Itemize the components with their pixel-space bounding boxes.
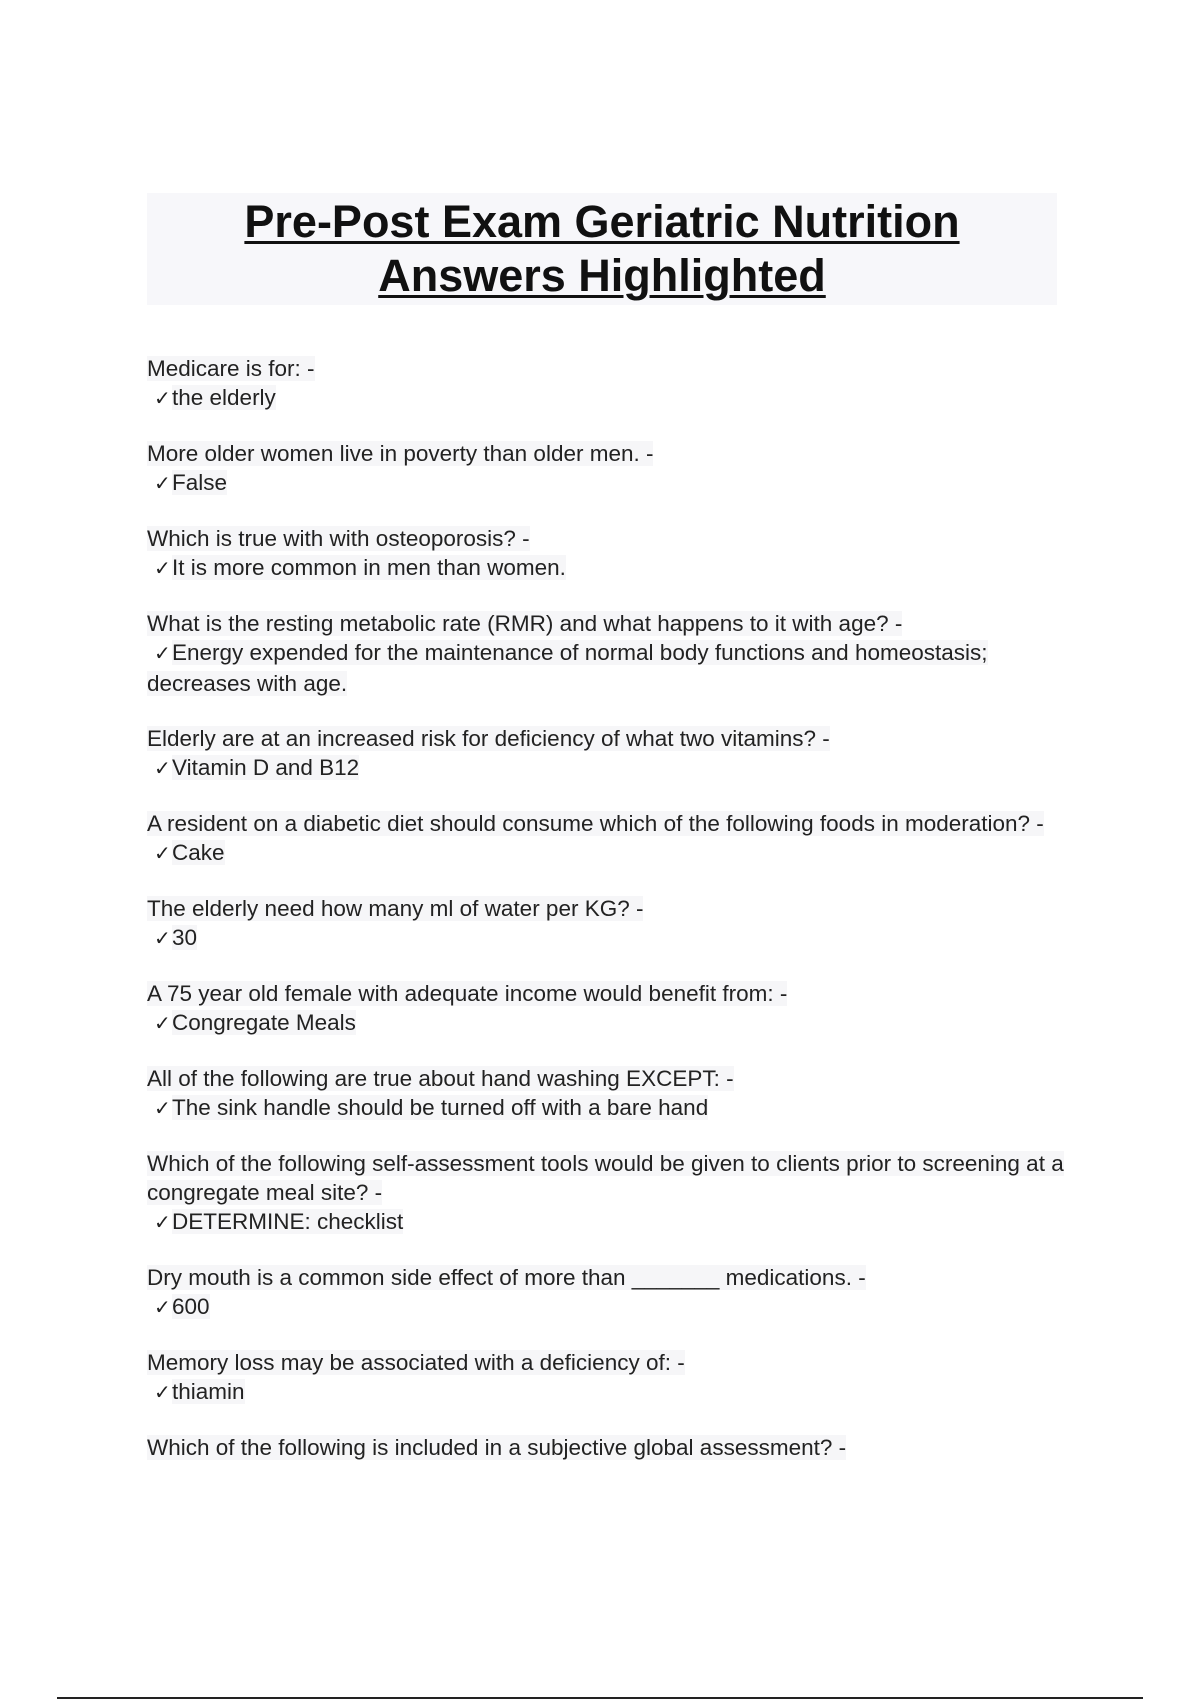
qa-item: [147, 1064, 1077, 1124]
check-mark-icon: ✓: [154, 1297, 171, 1319]
check-mark-icon: ✓: [154, 473, 171, 495]
answer-line: [147, 753, 1077, 784]
answer-line: [147, 638, 1077, 699]
question-text: Elderly are at an increased risk for deficiency of what two vitamins? -: [147, 726, 830, 751]
answer-line: [147, 923, 1077, 954]
question-text: A resident on a diabetic diet should consume which of the following foods in moderation? -: [147, 811, 1044, 836]
qa-item: [147, 894, 1077, 954]
answer-line: [147, 1207, 1077, 1238]
answer-line: [147, 1008, 1077, 1039]
qa-item: [147, 524, 1077, 584]
qa-item: [147, 1348, 1077, 1408]
qa-item: [147, 439, 1077, 499]
qa-item: [147, 354, 1077, 414]
answer-text: thiamin: [172, 1379, 245, 1404]
qa-item: [147, 609, 1077, 699]
answer-text: The sink handle should be turned off with a bare hand: [172, 1095, 709, 1120]
question-text: Memory loss may be associated with a deficiency of: -: [147, 1350, 685, 1375]
question-text: Dry mouth is a common side effect of more than _______ medications. -: [147, 1265, 866, 1290]
check-mark-icon: ✓: [154, 758, 171, 780]
check-mark-icon: ✓: [154, 1382, 171, 1404]
qa-item: [147, 979, 1077, 1039]
answer-text: It is more common in men than women.: [172, 555, 566, 580]
question-list: [147, 354, 1077, 1487]
page-title-line-2: Answers Highlighted: [378, 250, 826, 301]
qa-item: [147, 809, 1077, 869]
answer-line: [147, 1093, 1077, 1124]
answer-text: 30: [172, 925, 198, 950]
question-text: The elderly need how many ml of water per KG? -: [147, 896, 644, 921]
title-block: [147, 193, 1057, 305]
answer-text: False: [172, 470, 228, 495]
page-title-line-1: Pre-Post Exam Geriatric Nutrition: [244, 196, 960, 247]
question-text: Which of the following is included in a subjective global assessment? -: [147, 1435, 847, 1460]
page-bottom-rule: [57, 1697, 1143, 1699]
question-text: All of the following are true about hand washing EXCEPT: -: [147, 1066, 734, 1091]
question-text: Medicare is for: -: [147, 356, 315, 381]
question-text: A 75 year old female with adequate income would benefit from: -: [147, 981, 788, 1006]
answer-line: [147, 1292, 1077, 1323]
question-text: More older women live in poverty than older men. -: [147, 441, 654, 466]
check-mark-icon: ✓: [154, 1013, 171, 1035]
question-text: What is the resting metabolic rate (RMR) and what happens to it with age? -: [147, 611, 903, 636]
qa-item: [147, 1433, 1077, 1462]
qa-item: [147, 1149, 1077, 1238]
answer-line: [147, 553, 1077, 584]
answer-text: DETERMINE: checklist: [172, 1209, 404, 1234]
answer-line: [147, 838, 1077, 869]
check-mark-icon: ✓: [154, 558, 171, 580]
qa-item: [147, 724, 1077, 784]
check-mark-icon: ✓: [154, 928, 171, 950]
check-mark-icon: ✓: [154, 843, 171, 865]
question-text: Which of the following self-assessment tools would be given to clients prior to screening at a congregate meal site? -: [147, 1151, 1064, 1205]
check-mark-icon: ✓: [154, 1098, 171, 1120]
answer-text: Energy expended for the maintenance of normal body functions and homeostasis; decreases with age.: [147, 640, 988, 696]
answer-text: Cake: [172, 840, 225, 865]
answer-line: [147, 383, 1077, 414]
answer-text: Congregate Meals: [172, 1010, 356, 1035]
answer-text: the elderly: [172, 385, 276, 410]
check-mark-icon: ✓: [154, 388, 171, 410]
check-mark-icon: ✓: [154, 1212, 171, 1234]
question-text: Which is true with with osteoporosis? -: [147, 526, 530, 551]
qa-item: [147, 1263, 1077, 1323]
answer-text: 600: [172, 1294, 210, 1319]
answer-line: [147, 1377, 1077, 1408]
check-mark-icon: ✓: [154, 643, 171, 665]
answer-line: [147, 468, 1077, 499]
answer-text: Vitamin D and B12: [172, 755, 360, 780]
